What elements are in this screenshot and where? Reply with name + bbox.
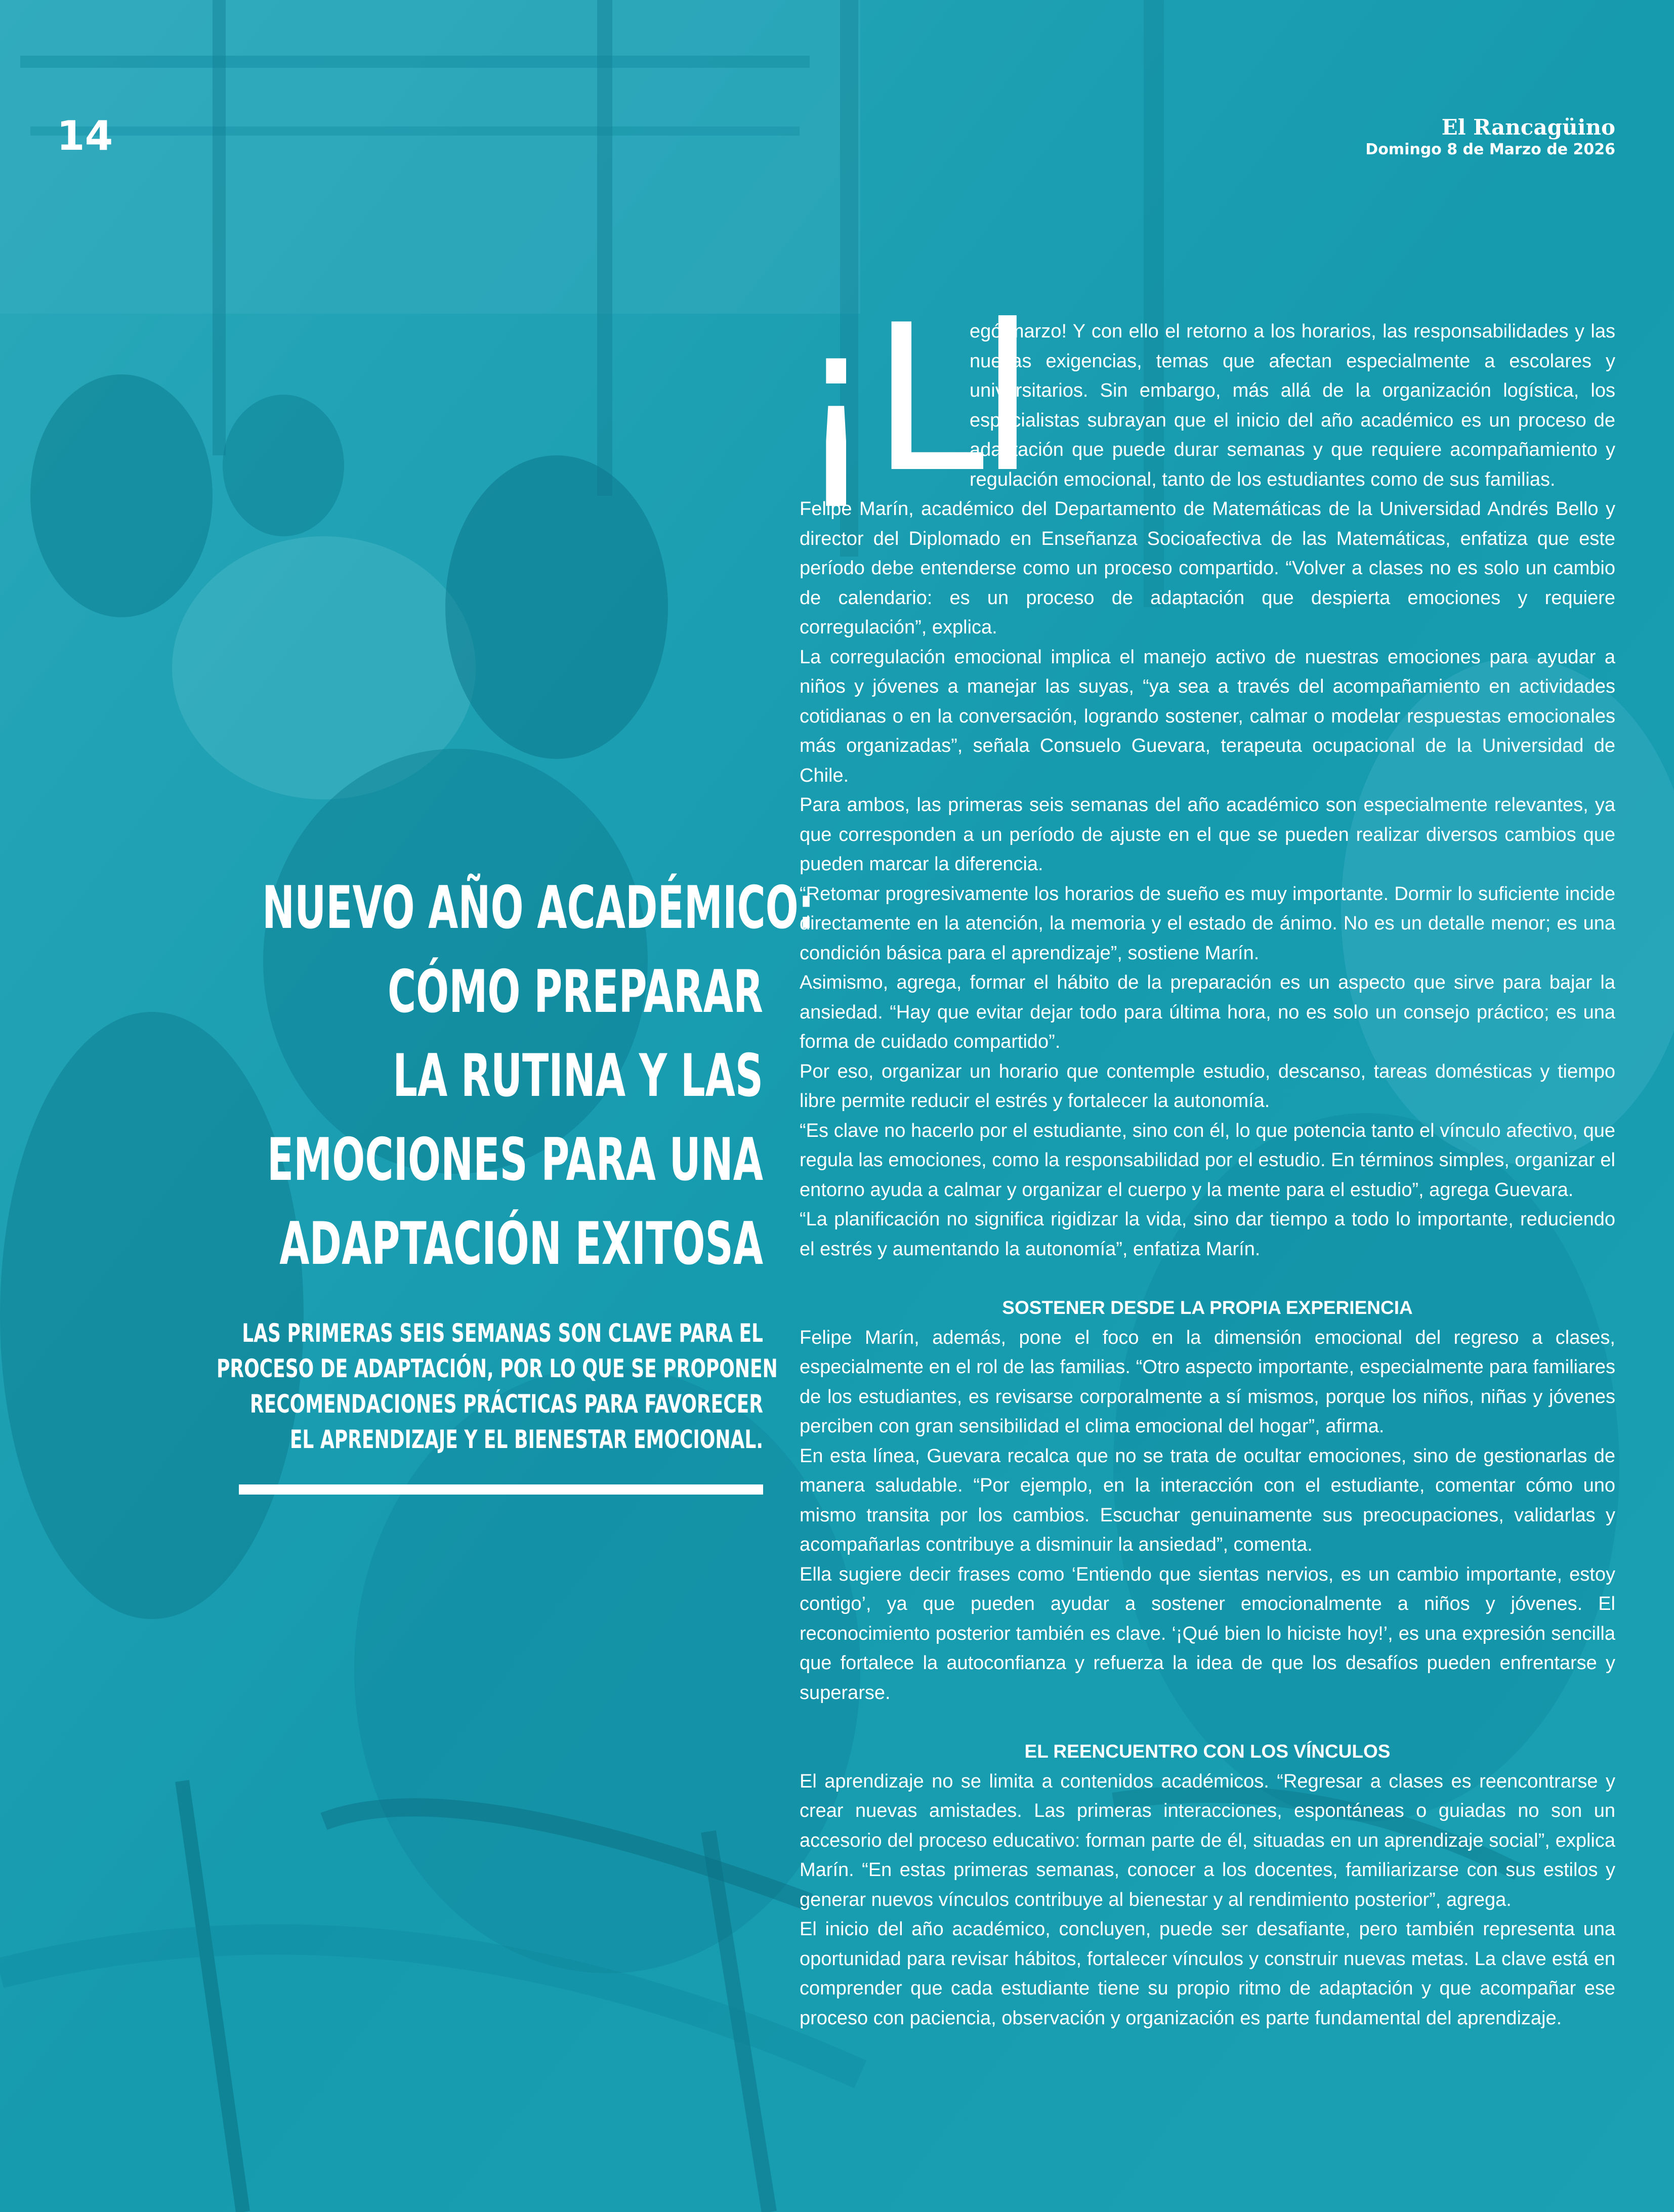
article-paragraph: Por eso, organizar un horario que contemple estudio, descanso, tareas domésticas y tiempo libre permite reducir el estrés y fortalecer la autonomía. bbox=[800, 1060, 1615, 1112]
page-number: 14 bbox=[57, 112, 113, 159]
headline-line: ADAPTACIÓN EXITOSA bbox=[279, 1210, 763, 1278]
section-heading: SOSTENER DESDE LA PROPIA EXPERIENCIA bbox=[1002, 1297, 1413, 1318]
lead-paragraph: egó marzo! Y con ello el retorno a los horarios, las responsabilidades y las nuevas exigencias, temas que afectan especialmente a escolares y universitarios. Sin embargo, más allá de la organización logística, los especialistas subrayan que el inicio del año académico es un proceso de adaptación que puede durar semanas y que requiere acompañamiento y regulación emocional, tanto de los estudiantes como de sus familias. bbox=[970, 321, 1615, 490]
deck-line: RECOMENDACIONES PRÁCTICAS PARA FAVORECER bbox=[249, 1389, 763, 1419]
headline-line: NUEVO AÑO ACADÉMICO: bbox=[262, 874, 814, 942]
lead-paragraph-block bbox=[800, 317, 1615, 494]
article-paragraph: La corregulación emocional implica el manejo activo de nuestras emociones para ayudar a niños y jóvenes a manejar las suyas, “ya sea a través del acompañamiento en actividades cotidianas o en la conversación, logrando sostener, calmar o modelar respuestas emocionales más organizadas”, señala Consuelo Guevara, terapeuta ocupacional de la Universidad de Chile. bbox=[800, 646, 1615, 786]
headline-line: LA RUTINA Y LAS bbox=[393, 1042, 763, 1110]
headline-line: CÓMO PREPARAR bbox=[387, 958, 763, 1026]
article-body bbox=[800, 317, 1615, 2033]
deck-line: EL APRENDIZAJE Y EL BIENESTAR EMOCIONAL. bbox=[289, 1425, 763, 1454]
section-gap bbox=[800, 1264, 1615, 1293]
article-paragraph: “La planificación no significa rigidizar la vida, sino dar tiempo a todo lo importante, reduciendo el estrés y aumentando la autonomía”, enfatiza Marín. bbox=[800, 1209, 1615, 1260]
article-paragraph: El inicio del año académico, concluyen, puede ser desafiante, pero también representa una oportunidad para revisar hábitos, fortalecer vínculos y construir nuevas metas. La clave está en comprender que cada estudiante tiene su propio ritmo de adaptación y que acompañar ese proceso con paciencia, observación y organización es parte fundamental del aprendizaje. bbox=[800, 1919, 1615, 2029]
article-paragraph: Ella sugiere decir frases como ‘Entiendo que sientas nervios, es un cambio importante, estoy contigo’, ya que pueden ayudar a sostener emocionalmente a niños y jóvenes. El reconocimiento posterior también es clave. ‘¡Qué bien lo hiciste hoy!’, es una expresión sencilla que fortalece la autoconfianza y refuerza la idea de que los desafíos pueden enfrentarse y superarse. bbox=[800, 1563, 1615, 1704]
article-paragraph: Para ambos, las primeras seis semanas del año académico son especialmente relevantes, ya que corresponden a un período de ajuste en el que se pueden realizar diversos cambios que pueden marcar la diferencia. bbox=[800, 794, 1615, 875]
article-paragraph: El aprendizaje no se limita a contenidos académicos. “Regresar a clases es reencontrarse y crear nuevas amistades. Las primeras interacciones, espontáneas o guiadas no son un accesorio del proceso educativo: forman parte de él, situadas en un aprendizaje social”, explica Marín. “En estas primeras semanas, conocer a los docentes, familiarizarse con sus estilos y generar nuevos vínculos contribuye al bienestar y al rendimiento posterior”, agrega. bbox=[800, 1770, 1615, 1910]
deck-line: PROCESO DE ADAPTACIÓN, POR LO QUE SE PROPONEN bbox=[217, 1354, 778, 1383]
article-paragraph: Felipe Marín, académico del Departamento de Matemáticas de la Universidad Andrés Bello y director del Diplomado en Enseñanza Socioafectiva de las Matemáticas, enfatiza que este período debe entenderse como un proceso compartido. “Volver a clases no es solo un cambio de calendario: es un proceso de adaptación que despierta emociones y requiere corregulación”, explica. bbox=[800, 498, 1615, 638]
deck-subtitle bbox=[217, 1315, 778, 1457]
article-paragraph: En esta línea, Guevara recalca que no se trata de ocultar emociones, sino de gestionarlas de manera saludable. “Por ejemplo, en la interacción con el estudiante, comentar cómo uno mismo transita por los cambios. Escuchar genuinamente sus preocupaciones, validarlas y acompañarlas contribuye a disminuir la ansiedad”, comenta. bbox=[800, 1445, 1615, 1555]
section-heading: EL REENCUENTRO CON LOS VÍNCULOS bbox=[1024, 1741, 1391, 1762]
divider-rule bbox=[239, 1484, 763, 1495]
article-paragraph: “Es clave no hacerlo por el estudiante, sino con él, lo que potencia tanto el vínculo afectivo, que regula las emociones, como la responsabilidad por el estudio. En términos simples, organizar el entorno ayuda a calmar y organizar el cuerpo y la mente para el estudio”, agrega Guevara. bbox=[800, 1120, 1615, 1201]
issue-date: Domingo 8 de Marzo de 2026 bbox=[1365, 141, 1615, 158]
publication-name: El Rancagüino bbox=[1441, 115, 1615, 140]
deck-line: LAS PRIMERAS SEIS SEMANAS SON CLAVE PARA EL bbox=[242, 1318, 763, 1348]
headline-line: EMOCIONES PARA UNA bbox=[267, 1126, 763, 1194]
article-paragraph: “Retomar progresivamente los horarios de sueño es muy importante. Dormir lo suficiente incide directamente en la atención, la memoria y el estado de ánimo. No es un detalle menor; es una condición básica para el aprendizaje”, sostiene Marín. bbox=[800, 883, 1615, 964]
headline bbox=[262, 866, 814, 1286]
article-paragraph: Felipe Marín, además, pone el foco en la dimensión emocional del regreso a clases, especialmente en el rol de las familias. “Otro aspecto importante, especialmente para familiares de los estudiantes, es revisarse corporalmente a sí mismos, porque los niños, niñas y jóvenes perciben con gran sensibilidad el clima emocional del hogar”, afirma. bbox=[800, 1327, 1615, 1437]
section-gap bbox=[800, 1708, 1615, 1737]
drop-cap: ¡Ll bbox=[796, 282, 1031, 517]
article-paragraph: Asimismo, agrega, formar el hábito de la preparación es un aspecto que sirve para bajar la ansiedad. “Hay que evitar dejar todo para última hora, no es solo un consejo práctico; es una forma de cuidado compartido”. bbox=[800, 972, 1615, 1052]
masthead bbox=[1365, 115, 1615, 160]
